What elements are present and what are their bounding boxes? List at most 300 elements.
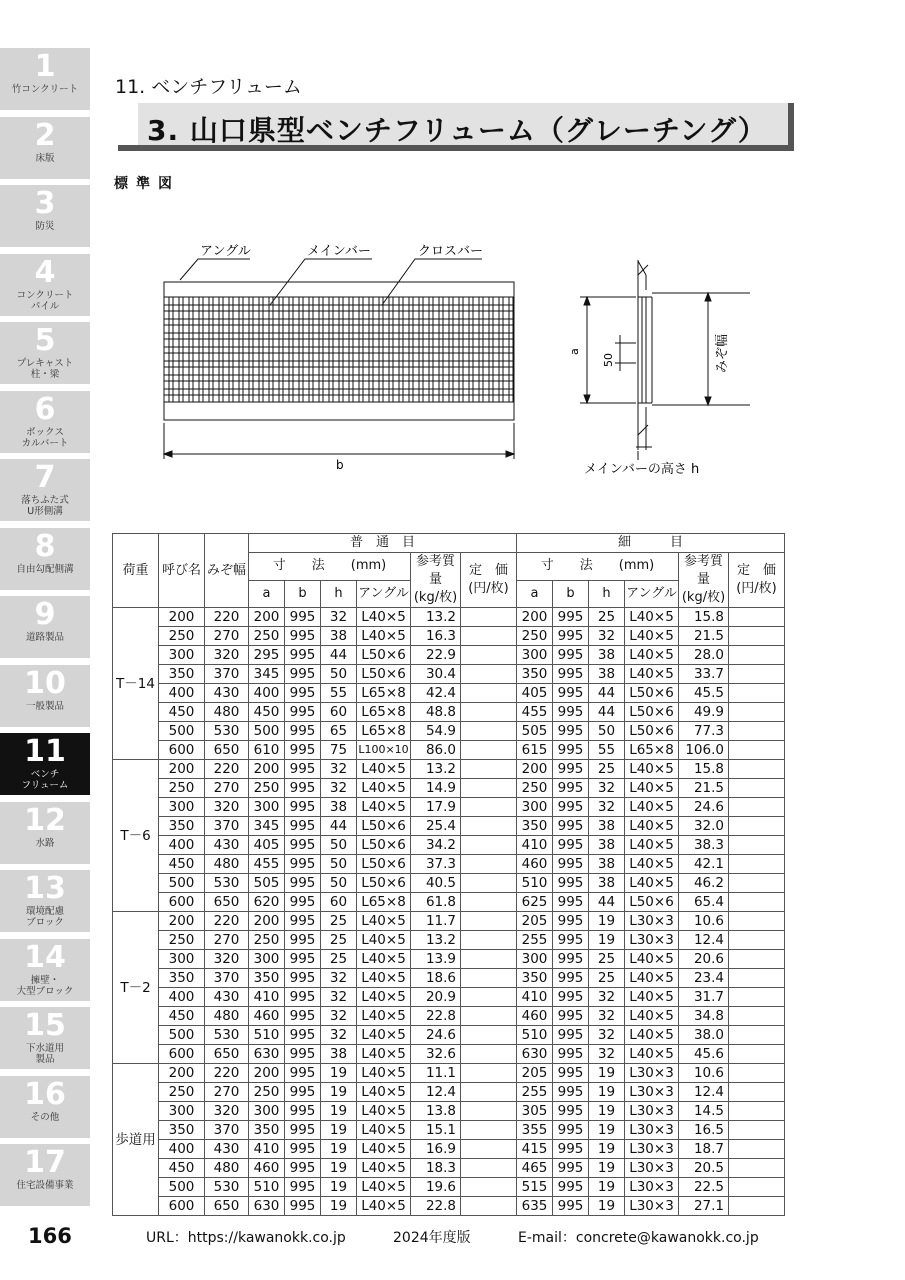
fine-a-cell: 300 [517,950,553,969]
normal-mass-cell: 22.8 [411,1197,461,1216]
normal-b-cell: 995 [285,855,321,874]
fine-b-cell: 995 [553,627,589,646]
normal-b-cell: 995 [285,646,321,665]
fine-price-cell [729,836,785,855]
spec-table-header [113,534,785,608]
fine-angle-cell: L40×5 [625,855,679,874]
normal-b-cell: 995 [285,874,321,893]
fine-price-cell [729,969,785,988]
chapter-tab-13[interactable] [0,870,90,932]
chapter-tab-5[interactable] [0,322,90,384]
fine-b-cell: 995 [553,1159,589,1178]
table-row [113,1064,785,1083]
normal-angle-cell: L40×5 [357,988,411,1007]
chapter-tab-number: 12 [24,802,66,838]
fine-b-cell: 995 [553,741,589,760]
fine-a-cell: 205 [517,1064,553,1083]
normal-h-cell: 65 [321,722,357,741]
fine-b-cell: 995 [553,817,589,836]
fine-angle-cell: L40×5 [625,798,679,817]
normal-mass-cell: 11.7 [411,912,461,931]
fine-angle-cell: L40×5 [625,969,679,988]
fine-h-cell: 55 [589,741,625,760]
groove-width-cell: 530 [205,722,249,741]
fine-h-cell: 44 [589,684,625,703]
fine-a-cell: 460 [517,1007,553,1026]
header-normal-mesh: 普 通 目 [249,534,517,553]
normal-h-cell: 19 [321,1178,357,1197]
chapter-tab-16[interactable] [0,1076,90,1138]
normal-b-cell: 995 [285,760,321,779]
fine-h-cell: 19 [589,1178,625,1197]
fine-angle-cell: L40×5 [625,779,679,798]
normal-angle-cell: L50×6 [357,836,411,855]
normal-angle-cell: L50×6 [357,665,411,684]
chapter-tab-2[interactable] [0,117,90,179]
normal-price-cell [461,817,517,836]
fine-price-cell [729,760,785,779]
normal-h-cell: 19 [321,1140,357,1159]
fine-mass-cell: 20.6 [679,950,729,969]
fine-angle-cell: L30×3 [625,1064,679,1083]
normal-a-cell: 250 [249,931,285,950]
fine-a-cell: 350 [517,665,553,684]
fine-b-cell: 995 [553,1083,589,1102]
load-class-cell: T－6 [113,760,159,912]
fine-h-cell: 19 [589,1064,625,1083]
normal-h-cell: 19 [321,1159,357,1178]
normal-mass-cell: 54.9 [411,722,461,741]
table-row [113,912,785,931]
normal-price-cell [461,779,517,798]
normal-price-cell [461,912,517,931]
normal-b-cell: 995 [285,703,321,722]
name-cell: 200 [159,1064,205,1083]
table-row [113,1197,785,1216]
fine-price-cell [729,988,785,1007]
fine-price-cell [729,1159,785,1178]
normal-angle-cell: L40×5 [357,779,411,798]
normal-b-cell: 995 [285,722,321,741]
table-row [113,950,785,969]
fine-a-cell: 350 [517,969,553,988]
footer-url: URL：https://kawanokk.co.jp [146,1230,346,1246]
chapter-tab-14[interactable] [0,939,90,1001]
table-row [113,817,785,836]
fine-mass-cell: 65.4 [679,893,729,912]
normal-b-cell: 995 [285,1178,321,1197]
fine-mass-cell: 46.2 [679,874,729,893]
chapter-tab-10[interactable] [0,665,90,727]
normal-h-cell: 60 [321,893,357,912]
name-cell: 450 [159,1159,205,1178]
header-h-fine: h [589,580,625,608]
normal-price-cell [461,703,517,722]
table-row [113,1026,785,1045]
groove-width-cell: 480 [205,1159,249,1178]
header-fine-mesh: 細 目 [517,534,785,553]
name-cell: 400 [159,836,205,855]
normal-angle-cell: L40×5 [357,1140,411,1159]
normal-b-cell: 995 [285,988,321,1007]
chapter-tab-number: 14 [24,939,66,975]
table-row [113,627,785,646]
fine-b-cell: 995 [553,1197,589,1216]
fine-price-cell [729,722,785,741]
normal-price-cell [461,684,517,703]
chapter-tab-label: 擁壁・ 大型ブロック [16,974,74,997]
fine-angle-cell: L30×3 [625,1197,679,1216]
normal-mass-cell: 14.9 [411,779,461,798]
fine-b-cell: 995 [553,874,589,893]
name-cell: 600 [159,741,205,760]
normal-b-cell: 995 [285,969,321,988]
fine-a-cell: 305 [517,1102,553,1121]
normal-mass-cell: 19.6 [411,1178,461,1197]
fine-angle-cell: L30×3 [625,1102,679,1121]
fine-a-cell: 300 [517,646,553,665]
fine-mass-cell: 45.5 [679,684,729,703]
fine-a-cell: 255 [517,931,553,950]
chapter-tab-11[interactable] [0,733,90,795]
fine-b-cell: 995 [553,665,589,684]
chapter-tab-number: 6 [34,391,56,427]
normal-angle-cell: L65×8 [357,703,411,722]
chapter-tab-number: 1 [34,49,56,84]
normal-h-cell: 50 [321,874,357,893]
fine-price-cell [729,1121,785,1140]
fine-a-cell: 615 [517,741,553,760]
fine-mass-cell: 45.6 [679,1045,729,1064]
fine-angle-cell: L50×6 [625,722,679,741]
normal-b-cell: 995 [285,741,321,760]
normal-angle-cell: L40×5 [357,1102,411,1121]
fine-a-cell: 250 [517,627,553,646]
name-cell: 350 [159,665,205,684]
fine-price-cell [729,779,785,798]
fine-a-cell: 515 [517,1178,553,1197]
normal-price-cell [461,1045,517,1064]
fine-h-cell: 25 [589,760,625,779]
fine-h-cell: 32 [589,988,625,1007]
normal-angle-cell: L50×6 [357,855,411,874]
chapter-tab-label: 住宅設備事業 [16,1180,74,1191]
fine-h-cell: 25 [589,969,625,988]
normal-price-cell [461,1197,517,1216]
normal-angle-cell: L65×8 [357,722,411,741]
fine-a-cell: 205 [517,912,553,931]
table-row [113,665,785,684]
fine-a-cell: 250 [517,779,553,798]
fine-h-cell: 19 [589,1140,625,1159]
fine-b-cell: 995 [553,760,589,779]
fine-price-cell [729,817,785,836]
normal-a-cell: 400 [249,684,285,703]
normal-a-cell: 300 [249,798,285,817]
groove-width-cell: 320 [205,1102,249,1121]
normal-a-cell: 620 [249,893,285,912]
normal-price-cell [461,608,517,627]
normal-b-cell: 995 [285,627,321,646]
fine-price-cell [729,912,785,931]
fine-a-cell: 510 [517,1026,553,1045]
chapter-tab-number: 17 [24,1145,66,1180]
fine-h-cell: 32 [589,1045,625,1064]
chapter-tab-17[interactable] [0,1144,90,1206]
fine-h-cell: 19 [589,1159,625,1178]
fine-price-cell [729,1140,785,1159]
normal-price-cell [461,969,517,988]
groove-width-cell: 370 [205,817,249,836]
groove-width-cell: 270 [205,1083,249,1102]
normal-b-cell: 995 [285,1102,321,1121]
normal-price-cell [461,798,517,817]
normal-h-cell: 32 [321,969,357,988]
fine-b-cell: 995 [553,931,589,950]
fine-a-cell: 255 [517,1083,553,1102]
fine-b-cell: 995 [553,646,589,665]
normal-a-cell: 250 [249,779,285,798]
table-row [113,798,785,817]
chapter-tab-3[interactable] [0,185,90,247]
fine-price-cell [729,1178,785,1197]
normal-a-cell: 450 [249,703,285,722]
fine-mass-cell: 18.7 [679,1140,729,1159]
chapter-tab-number: 15 [24,1008,66,1043]
section-heading: 11. ベンチフリューム [115,76,302,98]
fine-h-cell: 32 [589,1026,625,1045]
name-cell: 600 [159,1197,205,1216]
chapter-tab-15[interactable] [0,1007,90,1069]
normal-b-cell: 995 [285,798,321,817]
name-cell: 400 [159,684,205,703]
groove-width-cell: 650 [205,1045,249,1064]
name-cell: 300 [159,646,205,665]
normal-mass-cell: 34.2 [411,836,461,855]
table-row [113,988,785,1007]
fine-mass-cell: 12.4 [679,1083,729,1102]
normal-mass-cell: 11.1 [411,1064,461,1083]
fine-mass-cell: 22.5 [679,1178,729,1197]
normal-price-cell [461,950,517,969]
normal-b-cell: 995 [285,608,321,627]
normal-price-cell [461,1026,517,1045]
fine-b-cell: 995 [553,1026,589,1045]
fine-angle-cell: L40×5 [625,817,679,836]
normal-price-cell [461,931,517,950]
fine-b-cell: 995 [553,684,589,703]
header-angle-fine: アングル [625,580,679,608]
normal-mass-cell: 13.9 [411,950,461,969]
groove-width-cell: 220 [205,608,249,627]
fine-mass-cell: 38.3 [679,836,729,855]
fine-mass-cell: 49.9 [679,703,729,722]
groove-width-cell: 370 [205,1121,249,1140]
normal-a-cell: 610 [249,741,285,760]
fine-price-cell [729,893,785,912]
groove-width-cell: 270 [205,931,249,950]
load-class-cell: 歩道用 [113,1064,159,1216]
name-cell: 200 [159,760,205,779]
fine-mass-cell: 77.3 [679,722,729,741]
name-cell: 250 [159,779,205,798]
fine-h-cell: 38 [589,646,625,665]
fine-price-cell [729,703,785,722]
fine-price-cell [729,608,785,627]
name-cell: 300 [159,950,205,969]
chapter-tab-7[interactable] [0,459,90,521]
normal-angle-cell: L40×5 [357,1121,411,1140]
normal-b-cell: 995 [285,817,321,836]
fine-angle-cell: L40×5 [625,988,679,1007]
fine-angle-cell: L30×3 [625,1159,679,1178]
chapter-tab-9[interactable] [0,596,90,658]
normal-mass-cell: 86.0 [411,741,461,760]
header-a-fine: a [517,580,553,608]
fine-mass-cell: 27.1 [679,1197,729,1216]
normal-mass-cell: 42.4 [411,684,461,703]
normal-angle-cell: L40×5 [357,931,411,950]
normal-a-cell: 405 [249,836,285,855]
normal-h-cell: 19 [321,1121,357,1140]
name-cell: 400 [159,988,205,1007]
chapter-tab-number: 9 [34,597,56,632]
chapter-tab-8[interactable] [0,528,90,590]
normal-b-cell: 995 [285,779,321,798]
normal-mass-cell: 13.2 [411,608,461,627]
fine-h-cell: 25 [589,950,625,969]
normal-angle-cell: L40×5 [357,1007,411,1026]
chapter-tab-12[interactable] [0,802,90,864]
normal-b-cell: 995 [285,684,321,703]
normal-h-cell: 32 [321,779,357,798]
groove-width-cell: 430 [205,988,249,1007]
groove-width-cell: 530 [205,874,249,893]
normal-mass-cell: 18.3 [411,1159,461,1178]
normal-angle-cell: L40×5 [357,1045,411,1064]
table-row [113,741,785,760]
fine-a-cell: 410 [517,836,553,855]
fine-price-cell [729,665,785,684]
table-row [113,874,785,893]
normal-a-cell: 350 [249,969,285,988]
groove-width-cell: 370 [205,969,249,988]
normal-a-cell: 460 [249,1159,285,1178]
groove-width-cell: 430 [205,1140,249,1159]
groove-width-cell: 320 [205,950,249,969]
normal-a-cell: 410 [249,988,285,1007]
normal-b-cell: 995 [285,1159,321,1178]
normal-h-cell: 50 [321,836,357,855]
normal-price-cell [461,1178,517,1197]
standard-drawing-label: 標準図 [114,176,180,192]
chapter-tab-label: 水路 [35,837,55,849]
normal-price-cell [461,1159,517,1178]
normal-b-cell: 995 [285,893,321,912]
normal-price-cell [461,1083,517,1102]
fine-h-cell: 19 [589,1083,625,1102]
normal-h-cell: 38 [321,798,357,817]
fine-angle-cell: L40×5 [625,874,679,893]
header-dimensions-fine: 寸 法 (mm) [517,553,679,581]
fine-angle-cell: L40×5 [625,950,679,969]
normal-h-cell: 25 [321,950,357,969]
name-cell: 250 [159,931,205,950]
normal-mass-cell: 13.8 [411,1102,461,1121]
chapter-tab-number: 8 [34,528,56,564]
chapter-tab-label: 床版 [35,152,55,164]
chapter-tab-number: 16 [24,1076,66,1112]
fine-h-cell: 38 [589,874,625,893]
load-class-cell: T－14 [113,608,159,760]
fine-b-cell: 995 [553,855,589,874]
normal-a-cell: 455 [249,855,285,874]
normal-angle-cell: L40×5 [357,627,411,646]
fine-b-cell: 995 [553,722,589,741]
normal-angle-cell: L40×5 [357,1159,411,1178]
fine-h-cell: 19 [589,1197,625,1216]
normal-angle-cell: L40×5 [357,912,411,931]
fine-mass-cell: 23.4 [679,969,729,988]
normal-mass-cell: 20.9 [411,988,461,1007]
name-cell: 500 [159,1026,205,1045]
chapter-tab-1[interactable] [0,48,90,110]
normal-b-cell: 995 [285,1045,321,1064]
chapter-tab-label: 環境配慮 ブロック [25,906,64,928]
normal-price-cell [461,722,517,741]
normal-h-cell: 50 [321,855,357,874]
normal-angle-cell: L50×6 [357,646,411,665]
fine-price-cell [729,646,785,665]
normal-a-cell: 200 [249,608,285,627]
normal-a-cell: 630 [249,1045,285,1064]
normal-a-cell: 250 [249,1083,285,1102]
groove-width-cell: 430 [205,684,249,703]
normal-h-cell: 19 [321,1197,357,1216]
fine-b-cell: 995 [553,1064,589,1083]
chapter-tab-6[interactable] [0,391,90,453]
fine-angle-cell: L30×3 [625,1083,679,1102]
name-cell: 350 [159,969,205,988]
normal-a-cell: 510 [249,1026,285,1045]
chapter-tab-4[interactable] [0,254,90,316]
table-row [113,703,785,722]
fine-price-cell [729,684,785,703]
load-class-cell: T－2 [113,912,159,1064]
chapter-tab-number: 4 [34,254,56,290]
header-angle: アングル [357,580,411,608]
fine-h-cell: 25 [589,608,625,627]
normal-a-cell: 345 [249,817,285,836]
fine-mass-cell: 15.8 [679,760,729,779]
groove-width-cell: 480 [205,855,249,874]
fine-b-cell: 995 [553,798,589,817]
normal-mass-cell: 37.3 [411,855,461,874]
fine-angle-cell: L30×3 [625,912,679,931]
normal-mass-cell: 22.8 [411,1007,461,1026]
normal-mass-cell: 25.4 [411,817,461,836]
name-cell: 200 [159,912,205,931]
fine-h-cell: 32 [589,627,625,646]
fine-b-cell: 995 [553,703,589,722]
groove-width-cell: 270 [205,627,249,646]
chapter-tab-number: 2 [34,117,56,153]
name-cell: 400 [159,1140,205,1159]
groove-width-cell: 320 [205,646,249,665]
dimension-b-label: b [336,458,344,472]
table-row [113,608,785,627]
fine-a-cell: 465 [517,1159,553,1178]
